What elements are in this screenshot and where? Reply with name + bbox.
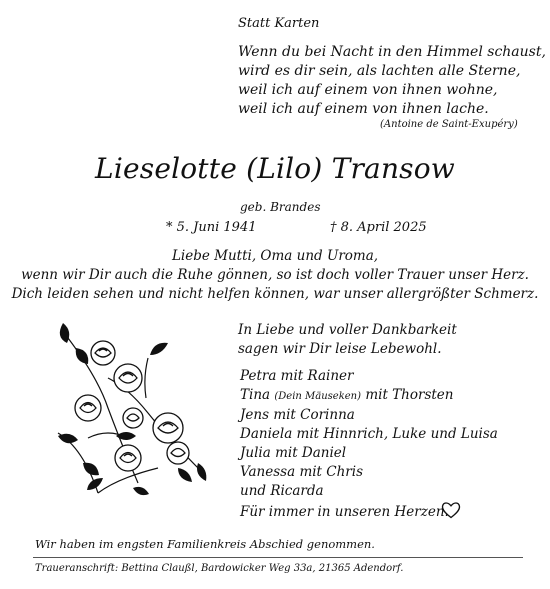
mourner-nickname: (Dein Mäuseken): [274, 391, 362, 402]
family-note: Wir haben im engsten Familienkreis Abschied genommen.: [35, 537, 375, 551]
roses-illustration: [28, 318, 228, 513]
death-date: † 8. April 2025: [330, 220, 427, 235]
verse-line: Dich leiden sehen und nicht helfen können, war unser allergrößter Schmerz.: [11, 286, 539, 302]
divider-line: [33, 557, 523, 558]
heart-outline-icon: [441, 499, 461, 521]
mourner-line: Daniela mit Hinnrich, Luke und Luisa: [240, 426, 498, 442]
poem: [238, 43, 546, 119]
thanks-line: sagen wir Dir leise Lebewohl.: [238, 341, 442, 357]
mourner-line: Julia mit Daniel: [240, 445, 347, 461]
poem-line: wird es dir sein, als lachten alle Sterne,: [238, 63, 521, 79]
mourning-address: Traueranschrift: Bettina Claußl, Bardowicker Weg 33a, 21365 Adendorf.: [35, 563, 404, 574]
mourner-line: und Ricarda: [240, 483, 324, 499]
mourner-line: Petra mit Rainer: [240, 368, 354, 384]
mourner-partner: mit Thorsten: [361, 387, 454, 403]
closing-line: Für immer in unseren Herzen.: [240, 504, 449, 520]
statt-karten-label: Statt Karten: [238, 16, 320, 31]
deceased-name: Lieselotte (Lilo) Transow: [95, 152, 455, 185]
verse-line: wenn wir Dir auch die Ruhe gönnen, so ist doch voller Trauer unser Herz.: [21, 267, 529, 283]
mourner-name: Tina: [240, 387, 275, 403]
thanks-line: In Liebe und voller Dankbarkeit: [238, 322, 457, 338]
mourner-line: [240, 386, 498, 406]
mourners-list: [240, 367, 498, 501]
mourner-line: Jens mit Corinna: [240, 407, 355, 423]
birth-name: geb. Brandes: [240, 200, 321, 214]
verse-line: Liebe Mutti, Oma und Uroma,: [171, 248, 379, 264]
birth-date: * 5. Juni 1941: [166, 220, 257, 235]
poem-line: Wenn du bei Nacht in den Himmel schaust,: [238, 44, 546, 60]
poem-attribution: (Antoine de Saint-Exupéry): [380, 119, 518, 130]
poem-line: weil ich auf einem von ihnen lache.: [238, 101, 489, 117]
mourner-line: Vanessa mit Chris: [240, 464, 363, 480]
farewell-verse: [0, 247, 550, 304]
poem-line: weil ich auf einem von ihnen wohne,: [238, 82, 498, 98]
thanks-message: [238, 321, 457, 359]
